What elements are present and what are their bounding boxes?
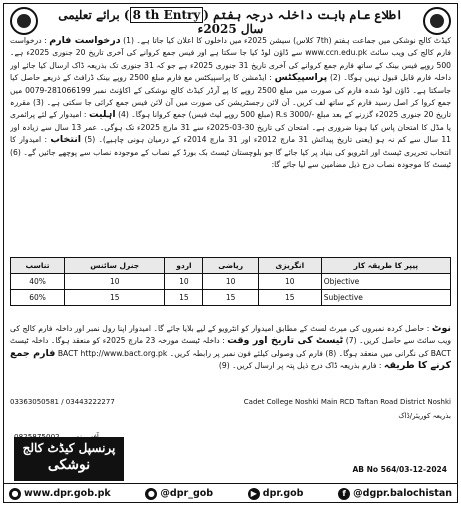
signature-title: پرنسپل کیڈٹ کالج (22, 441, 116, 455)
ad-number: AB No 564/03-12-2024 (352, 465, 447, 474)
note-heading: نوٹ (431, 323, 451, 334)
footer-youtube[interactable]: ▶ dpr.gob (248, 488, 304, 500)
application-form-heading: درخواست فارم (49, 35, 121, 46)
postal-address: Cadet College Noshki Main RCD Taftan Road District Noshki (243, 398, 451, 406)
table-cell: 40% (11, 274, 65, 290)
table-cell: 15 (165, 290, 203, 306)
table-cell: 10 (165, 274, 203, 290)
principal-signature-box (14, 437, 124, 481)
table-cell: 10 (65, 274, 165, 290)
notice-body: کیڈٹ کالج نوشکی میں جماعت ہفتم (7th کلاس) سیشن 2025ء میں داخلوں کا اعلان کیا جاتا ہے۔ (1) درخواست فارم : درخواست فارم کالج کی ویب سائٹ www.ccn.edu.pk سے ڈاؤن لوڈ کیا جا سکتا ہے اور فیس جمع کروانے کی آخری تاریخ 20 جنوری 2025ء ہے۔ 500 روپے فیس بینک کے ساتھ فارم جمع کروانے کی آخری تاریخ 31 جنوری 2025ء ہے جو کہ 31 جنوری تک بذریعہ ڈاک ارسال کیا جائے اور داخلہ فارم قابل قبول نہیں ہوگا۔ (2) پراسپیکٹس : ایڈمشن کا پراسپیکٹس مع فارم مبلغ 2500 روپے بینک ڈرافٹ کے ذریعے حاصل کیا جاسکتا ہے۔ ڈاؤن لوڈ شدہ فارم کی صورت میں مبلغ 2500 روپے کا پے آرڈر کیڈٹ کالج نوشکی کے اکاؤنٹ نمبر 0079-281066199 میں جمع کروا کر اصل رسید فارم کے ساتھ لف کریں۔ آن لائن رجسٹریشن کی صورت میں آن لائن فیس جمع کرائی جا سکتی ہے۔ (3) مقررہ تاریخ 20 جنوری 2025ء گزرنے کے بعد مبلغ R.s 3000/- (مبلغ 500 روپے لیٹ فیس) جمع کروانا ہوگا۔ (4) اہلیت : امیدوار کے لئے پرائمری یا مڈل کا امتحان پاس کیا ہونا ضروری ہے۔ امتحان کی تاریخ 30-03-2025ء سے 31 مارچ 2025ء تک ہوگی۔ عمر 13 سال سے زیادہ اور 11 سال سے کم نہ ہو (یعنی تاریخ پیدائش 31 مارچ 2012ء اور 31 مارچ 2014ء کے درمیان ہونی چاہیے)۔ (5) انتخاب : امیدوار کا انتخاب تحریری ٹیسٹ اور انٹرویو کی بنیاد پر کیا جائے گا جو بلوچستان ٹیسٹ بک بورڈ کے نصاب کے موجودہ نصاب سے پوچھے جائیں گے۔ (6) ٹیسٹ کا موجودہ نصاب درج ذیل مضامین سے لیا جائے گا: (10, 35, 451, 170)
notes-section: نوٹ : حاصل کردہ نمبروں کی میرٹ لسٹ کے مطابق امیدوار کو انٹرویو کے لیے بلایا جائے گا۔ امیدوار اپنا رول نمبر اور داخلہ فارم کالج کی ویب سائٹ سے حاصل کریں۔ (7) ٹیسٹ کی تاریخ اور وقت : داخلہ ٹیسٹ مورخہ 23 مارچ 2025ء کو منعقد ہوگا۔ داخلہ ٹیسٹ BACT کی نگرانی میں منعقد ہوگا۔ (8) فارم کی وصولی کیلئے فون نمبر پر رابطہ کریں۔ BACT http://www.bact.org.pk فارم جمع کرنے کا طریقہ : فارم بذریعہ ڈاک درج ذیل پتہ پر ارسال کریں۔ (9) (10, 323, 451, 372)
phone-numbers: 03363050581 / 03443222277 (10, 398, 115, 406)
table-cell: Subjective (321, 290, 450, 306)
footer-bar (3, 483, 458, 503)
table-cell: 60% (11, 290, 65, 306)
table-cell: 15 (203, 290, 258, 306)
eligibility-heading: اہلیت (88, 109, 116, 121)
submission-method-heading: فارم جمع کرنے کا طریقہ (10, 347, 451, 372)
test-date-heading: ٹیسٹ کی تاریخ اور وقت (227, 335, 344, 347)
prospectus-heading: پراسپیکٹس (274, 72, 328, 84)
delivery-note: بذریعہ کوریئر/ڈاک (398, 412, 451, 420)
address-row (10, 398, 451, 410)
marks-distribution-table (10, 257, 451, 306)
table-header-row (11, 258, 451, 274)
footer-facebook[interactable]: f @dgpr.balochistan (338, 488, 452, 500)
table-cell: 15 (65, 290, 165, 306)
table-cell: Objective (321, 274, 450, 290)
footer-twitter[interactable]: ● @dpr_gob (145, 488, 213, 500)
selection-heading: انتخاب (50, 134, 82, 146)
header-general-science: جنرل سائنس (65, 258, 165, 274)
header-english: انگریزی (258, 258, 321, 274)
late-fee: R.s 3000/- (275, 110, 315, 120)
header-ratio: تناسب (11, 258, 65, 274)
header-urdu: اردو (165, 258, 203, 274)
youtube-icon: ▶ (248, 488, 260, 500)
table-row (11, 290, 451, 306)
table-row (11, 274, 451, 290)
college-website[interactable]: www.ccn.edu.pk (305, 48, 368, 58)
government-seal-icon (423, 7, 451, 35)
page-title: اطلاع عام بابت داخلہ درجہ ہفتم (8 th Entry) برائے تعلیمی سال 2025ء (58, 8, 403, 36)
bact-label: BACT (57, 348, 79, 358)
twitter-icon: ● (145, 488, 157, 500)
college-logo-icon (10, 7, 38, 35)
bact-website[interactable]: http://www.bact.org.pk (80, 348, 168, 358)
globe-icon: ● (9, 488, 21, 500)
address-note-row (10, 412, 451, 424)
account-number: 0079-281066199 (25, 85, 91, 95)
entry-label: 8 th Entry (130, 7, 204, 23)
table-cell: 15 (258, 290, 321, 306)
table-cell: 10 (203, 274, 258, 290)
facebook-icon: f (338, 488, 350, 500)
table-cell: 10 (258, 274, 321, 290)
header-math: ریاضی (203, 258, 258, 274)
footer-website[interactable]: ● www.dpr.gob.pk (9, 488, 111, 500)
header-paper-type: پیپر کا طریقہ کار (321, 258, 450, 274)
signature-place: نوشکی (47, 457, 91, 473)
